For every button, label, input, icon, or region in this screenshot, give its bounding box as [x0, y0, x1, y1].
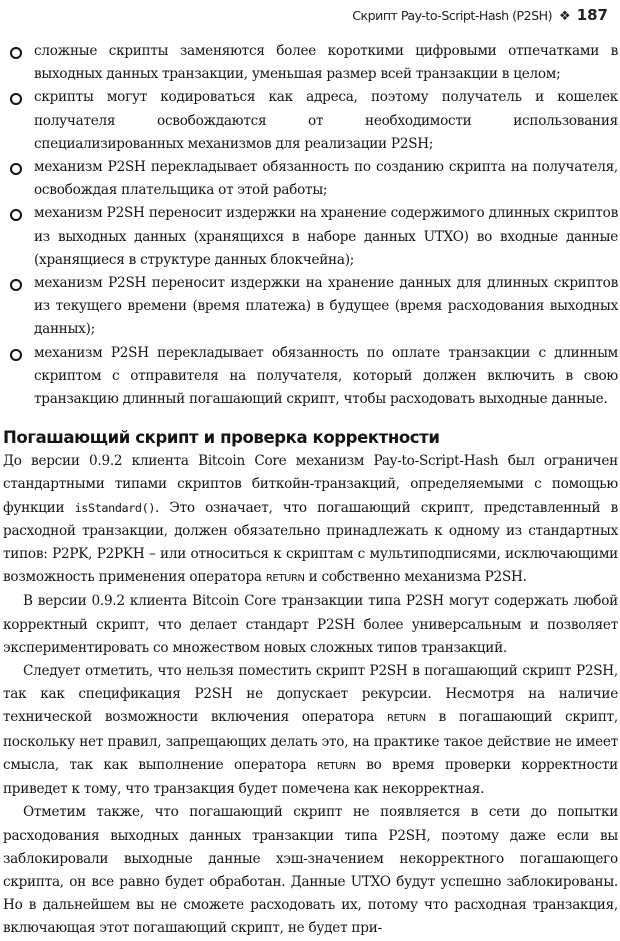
circle-bullet-icon: [10, 163, 22, 175]
operator-return: RETURN: [316, 760, 356, 772]
circle-bullet-icon: [10, 279, 22, 291]
circle-bullet-icon: [10, 349, 22, 361]
list-item-text: сложные скрипты заменяются более короткими цифровыми отпечатками в выходных данных транзакции, уменьшая размер всей транзакции в целом;: [34, 43, 618, 83]
code-isstandard: isStandard(): [74, 500, 156, 515]
paragraph-text: До версии 0.9.2 клиента Bitcoin Core механизм Pay-to-Script-Hash был ограничен стандартными типами скриптов биткойн-транзакций, определяемыми с помощью функции: [3, 453, 618, 516]
page-number: 187: [576, 6, 608, 24]
paragraph-1: [3, 450, 618, 590]
list-item: [3, 272, 618, 342]
running-header-title: Скрипт Pay-to-Script-Hash (P2SH): [352, 8, 553, 23]
list-item: [3, 86, 618, 156]
paragraph-text: и собственно механизма P2SH.: [304, 569, 527, 586]
running-header: [352, 6, 608, 24]
list-item-text: механизм P2SH переносит издержки на хранение содержимого длинных скриптов из выходных данных (хранящихся в наборе данных UTXO) во входные данные (хранящиеся в структуре данных блокчейна);: [34, 205, 618, 268]
paragraph-3: [3, 660, 618, 801]
list-item: [3, 156, 618, 202]
list-item-text: скрипты могут кодироваться как адреса, поэтому получатель и кошелек получателя освобождаются от необходимости использования специализированных механизмов для реализации P2SH;: [34, 89, 618, 152]
list-item: [3, 40, 618, 86]
paragraph-text: в погашающий скрипт, поскольку нет правил, запрещающих делать это, на практике такое действие не имеет смысла, так как выполнение оператора: [3, 709, 618, 773]
circle-bullet-icon: [10, 47, 22, 59]
paragraph-4: Отметим также, что погашающий скрипт не появляется в сети до попытки расходования выходных данных транзакции типа P2SH, поэтому даже если вы заблокировали выходные данные хэш-значением некорректного погашающего скрипта, он все равно будет обработан. Данные UTXO будут успешно заблокированы. Но в дальнейшем вы не сможете расходовать их, потому что расходная транзакция, включающая этот погашающий скрипт, не будет при-: [3, 804, 618, 937]
operator-return: RETURN: [265, 573, 305, 585]
paragraph-text: во время проверки корректности приведет к тому, что транзакция будет помечена как некорректная.: [3, 756, 618, 798]
list-item-text: механизм P2SH переносит издержки на хранение данных для длинных скриптов из текущего времени (время платежа) в будущее (время расходования выходных данных);: [34, 275, 618, 338]
paragraph-text: . Это означает, что погашающий скрипт, представленный в расходной транзакции, должен обязательно принадлежать к одному из стандартных типов: P2PK, P2PKH – или относиться к скриптам с мультиподписями, исключающими возможность применения оператора: [3, 499, 618, 586]
list-item-text: механизм P2SH перекладывает обязанность по созданию скрипта на получателя, освобождая плательщика от этой работы;: [34, 159, 618, 199]
advantages-list: [3, 40, 618, 411]
paragraph-text: Следует отметить, что нельзя поместить скрипт P2SH в погашающий скрипт P2SH, так как спецификация P2SH не допускает рекурсии. Несмотря на наличие технической возможности включения оператора: [3, 663, 618, 726]
list-item: [3, 342, 618, 412]
diamond-separator-icon: ❖: [559, 9, 571, 24]
section-heading: Погашающий скрипт и проверка корректности: [3, 428, 440, 448]
operator-return: RETURN: [387, 713, 426, 725]
circle-bullet-icon: [10, 209, 22, 221]
paragraph-2: В версии 0.9.2 клиента Bitcoin Core транзакции типа P2SH могут содержать любой корректный скрипт, что делает стандарт P2SH более универсальным и позволяет экспериментировать со множеством новых сложных типов транзакций.: [3, 593, 618, 656]
circle-bullet-icon: [10, 93, 22, 105]
list-item-text: механизм P2SH перекладывает обязанность по оплате транзакции с длинным скриптом с отправителя на получателя, который должен включить в свою транзакцию длинный погашающий скрипт, чтобы расходовать выходные данные.: [34, 344, 618, 408]
page-body: [3, 40, 618, 941]
list-item: [3, 202, 618, 272]
